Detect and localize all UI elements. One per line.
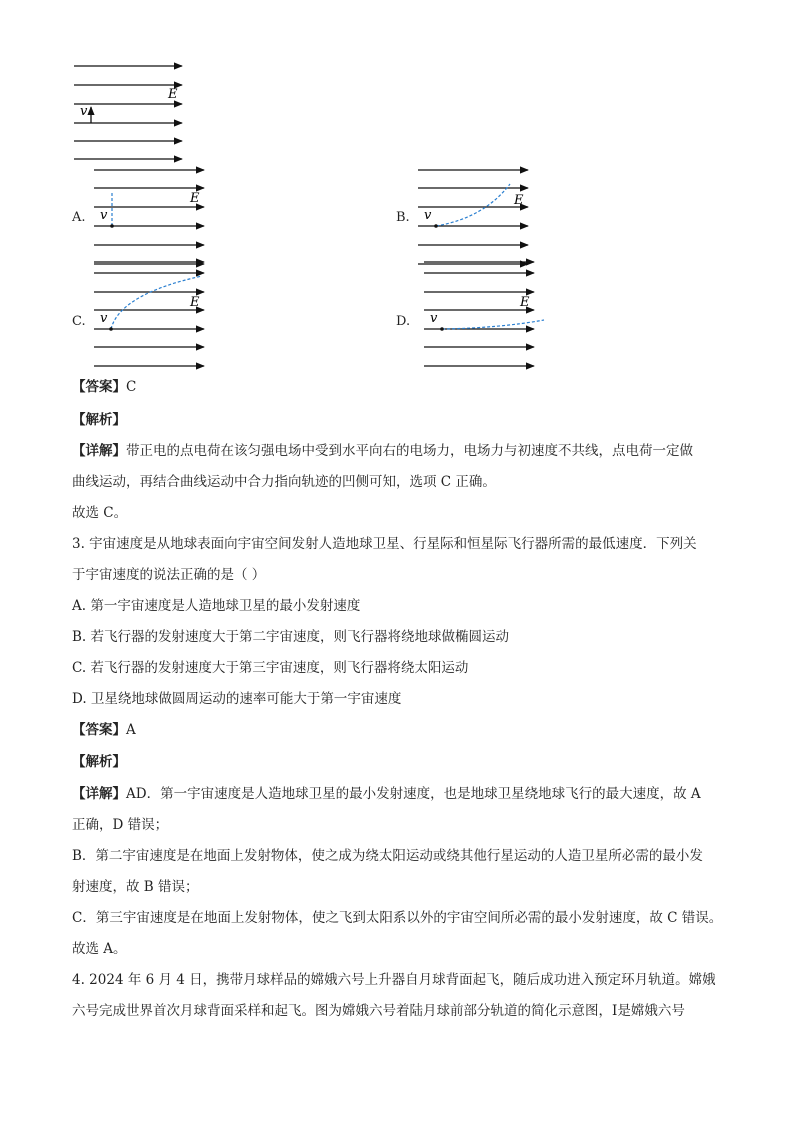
field-label: E bbox=[190, 295, 200, 310]
answer-value: A bbox=[126, 722, 136, 738]
answer-tag: 【答案】 bbox=[72, 722, 126, 738]
field-label: E bbox=[168, 87, 178, 102]
option-c-label: C. bbox=[72, 314, 86, 329]
q3-conclusion: 故选 A。 bbox=[72, 941, 127, 957]
q2-conclusion: 故选 C。 bbox=[72, 505, 128, 521]
q3-detail-ad-line2: 正确，D 错误； bbox=[72, 817, 169, 833]
q2-detail-line1 bbox=[72, 441, 693, 461]
q3-analysis-tag: 【解析】 bbox=[72, 754, 126, 770]
field-label: E bbox=[520, 295, 530, 310]
velocity-label: v bbox=[424, 208, 432, 223]
option-c-figure bbox=[90, 254, 215, 374]
q3-detail-b-line1 bbox=[72, 846, 703, 866]
option-b-label: B. bbox=[396, 210, 410, 225]
detail-text: 第二宇宙速度是在地面上发射物体，使之成为绕太阳运动或绕其他行星运动的人造卫星所必需的最小发 bbox=[95, 848, 703, 864]
q2-answer bbox=[72, 377, 136, 397]
q3-answer bbox=[72, 720, 136, 740]
q3-option-d: D. 卫星绕地球做圆周运动的速率可能大于第一宇宙速度 bbox=[72, 691, 402, 707]
detail-tag: 【详解】 bbox=[72, 786, 126, 802]
detail-text: 第三宇宙速度是在地面上发射物体，使之飞到太阳系以外的宇宙空间所必需的最小发射速度，故 C 错误。 bbox=[95, 910, 723, 926]
detail-text: 第一宇宙速度是人造地球卫星的最小发射速度，也是地球卫星绕地球飞行的最大速度，故 A bbox=[160, 786, 701, 802]
answer-value: C bbox=[126, 379, 137, 395]
detail-text: 带正电的点电荷在该匀强电场中受到水平向右的电场力，电场力与初速度不共线，点电荷一定做 bbox=[126, 443, 693, 459]
q3-option-b: B. 若飞行器的发射速度大于第二宇宙速度，则飞行器将绕地球做椭圆运动 bbox=[72, 629, 510, 645]
field-label: E bbox=[514, 193, 524, 208]
field-label: E bbox=[190, 191, 200, 206]
option-d-figure bbox=[420, 254, 550, 374]
option-d-label: D. bbox=[396, 314, 411, 329]
q3-detail-c-line1 bbox=[72, 908, 722, 928]
velocity-label: v bbox=[430, 311, 438, 326]
q3-stem-line2: 于宇宙速度的说法正确的是（ ） bbox=[72, 567, 266, 583]
detail-b-label: B． bbox=[72, 848, 96, 864]
main-field-figure bbox=[70, 58, 195, 168]
detail-tag: 【详解】 bbox=[72, 443, 126, 459]
q4-stem-line2: 六号完成世界首次月球背面采样和起飞。图为嫦娥六号着陆月球前部分轨道的简化示意图，Ⅰ是嫦娥六号 bbox=[72, 1003, 685, 1019]
velocity-label: v bbox=[100, 311, 108, 326]
q3-option-c: C. 若飞行器的发射速度大于第三宇宙速度，则飞行器将绕太阳运动 bbox=[72, 660, 469, 676]
q2-detail-line2: 曲线运动，再结合曲线运动中合力指向轨迹的凹侧可知，选项 C 正确。 bbox=[72, 474, 496, 490]
answer-tag: 【答案】 bbox=[72, 379, 126, 395]
velocity-label: v bbox=[80, 104, 88, 119]
detail-ad-label: AD． bbox=[126, 786, 161, 802]
q3-stem-line1: 3. 宇宙速度是从地球表面向宇宙空间发射人造地球卫星、行星际和恒星际飞行器所需的最低速度．下列关 bbox=[72, 536, 697, 552]
q3-detail-b-line2: 射速度，故 B 错误； bbox=[72, 879, 199, 895]
velocity-label: v bbox=[100, 208, 108, 223]
detail-c-label: C． bbox=[72, 910, 96, 926]
q4-stem-line1: 4. 2024 年 6 月 4 日，携带月球样品的嫦娥六号上升器自月球背面起飞，随后成功进入预定环月轨道。嫦娥 bbox=[72, 972, 716, 988]
q3-detail-ad-line1 bbox=[72, 784, 701, 804]
q2-analysis-tag: 【解析】 bbox=[72, 412, 126, 428]
option-a-label: A. bbox=[72, 210, 86, 225]
q3-option-a: A. 第一宇宙速度是人造地球卫星的最小发射速度 bbox=[72, 598, 361, 614]
